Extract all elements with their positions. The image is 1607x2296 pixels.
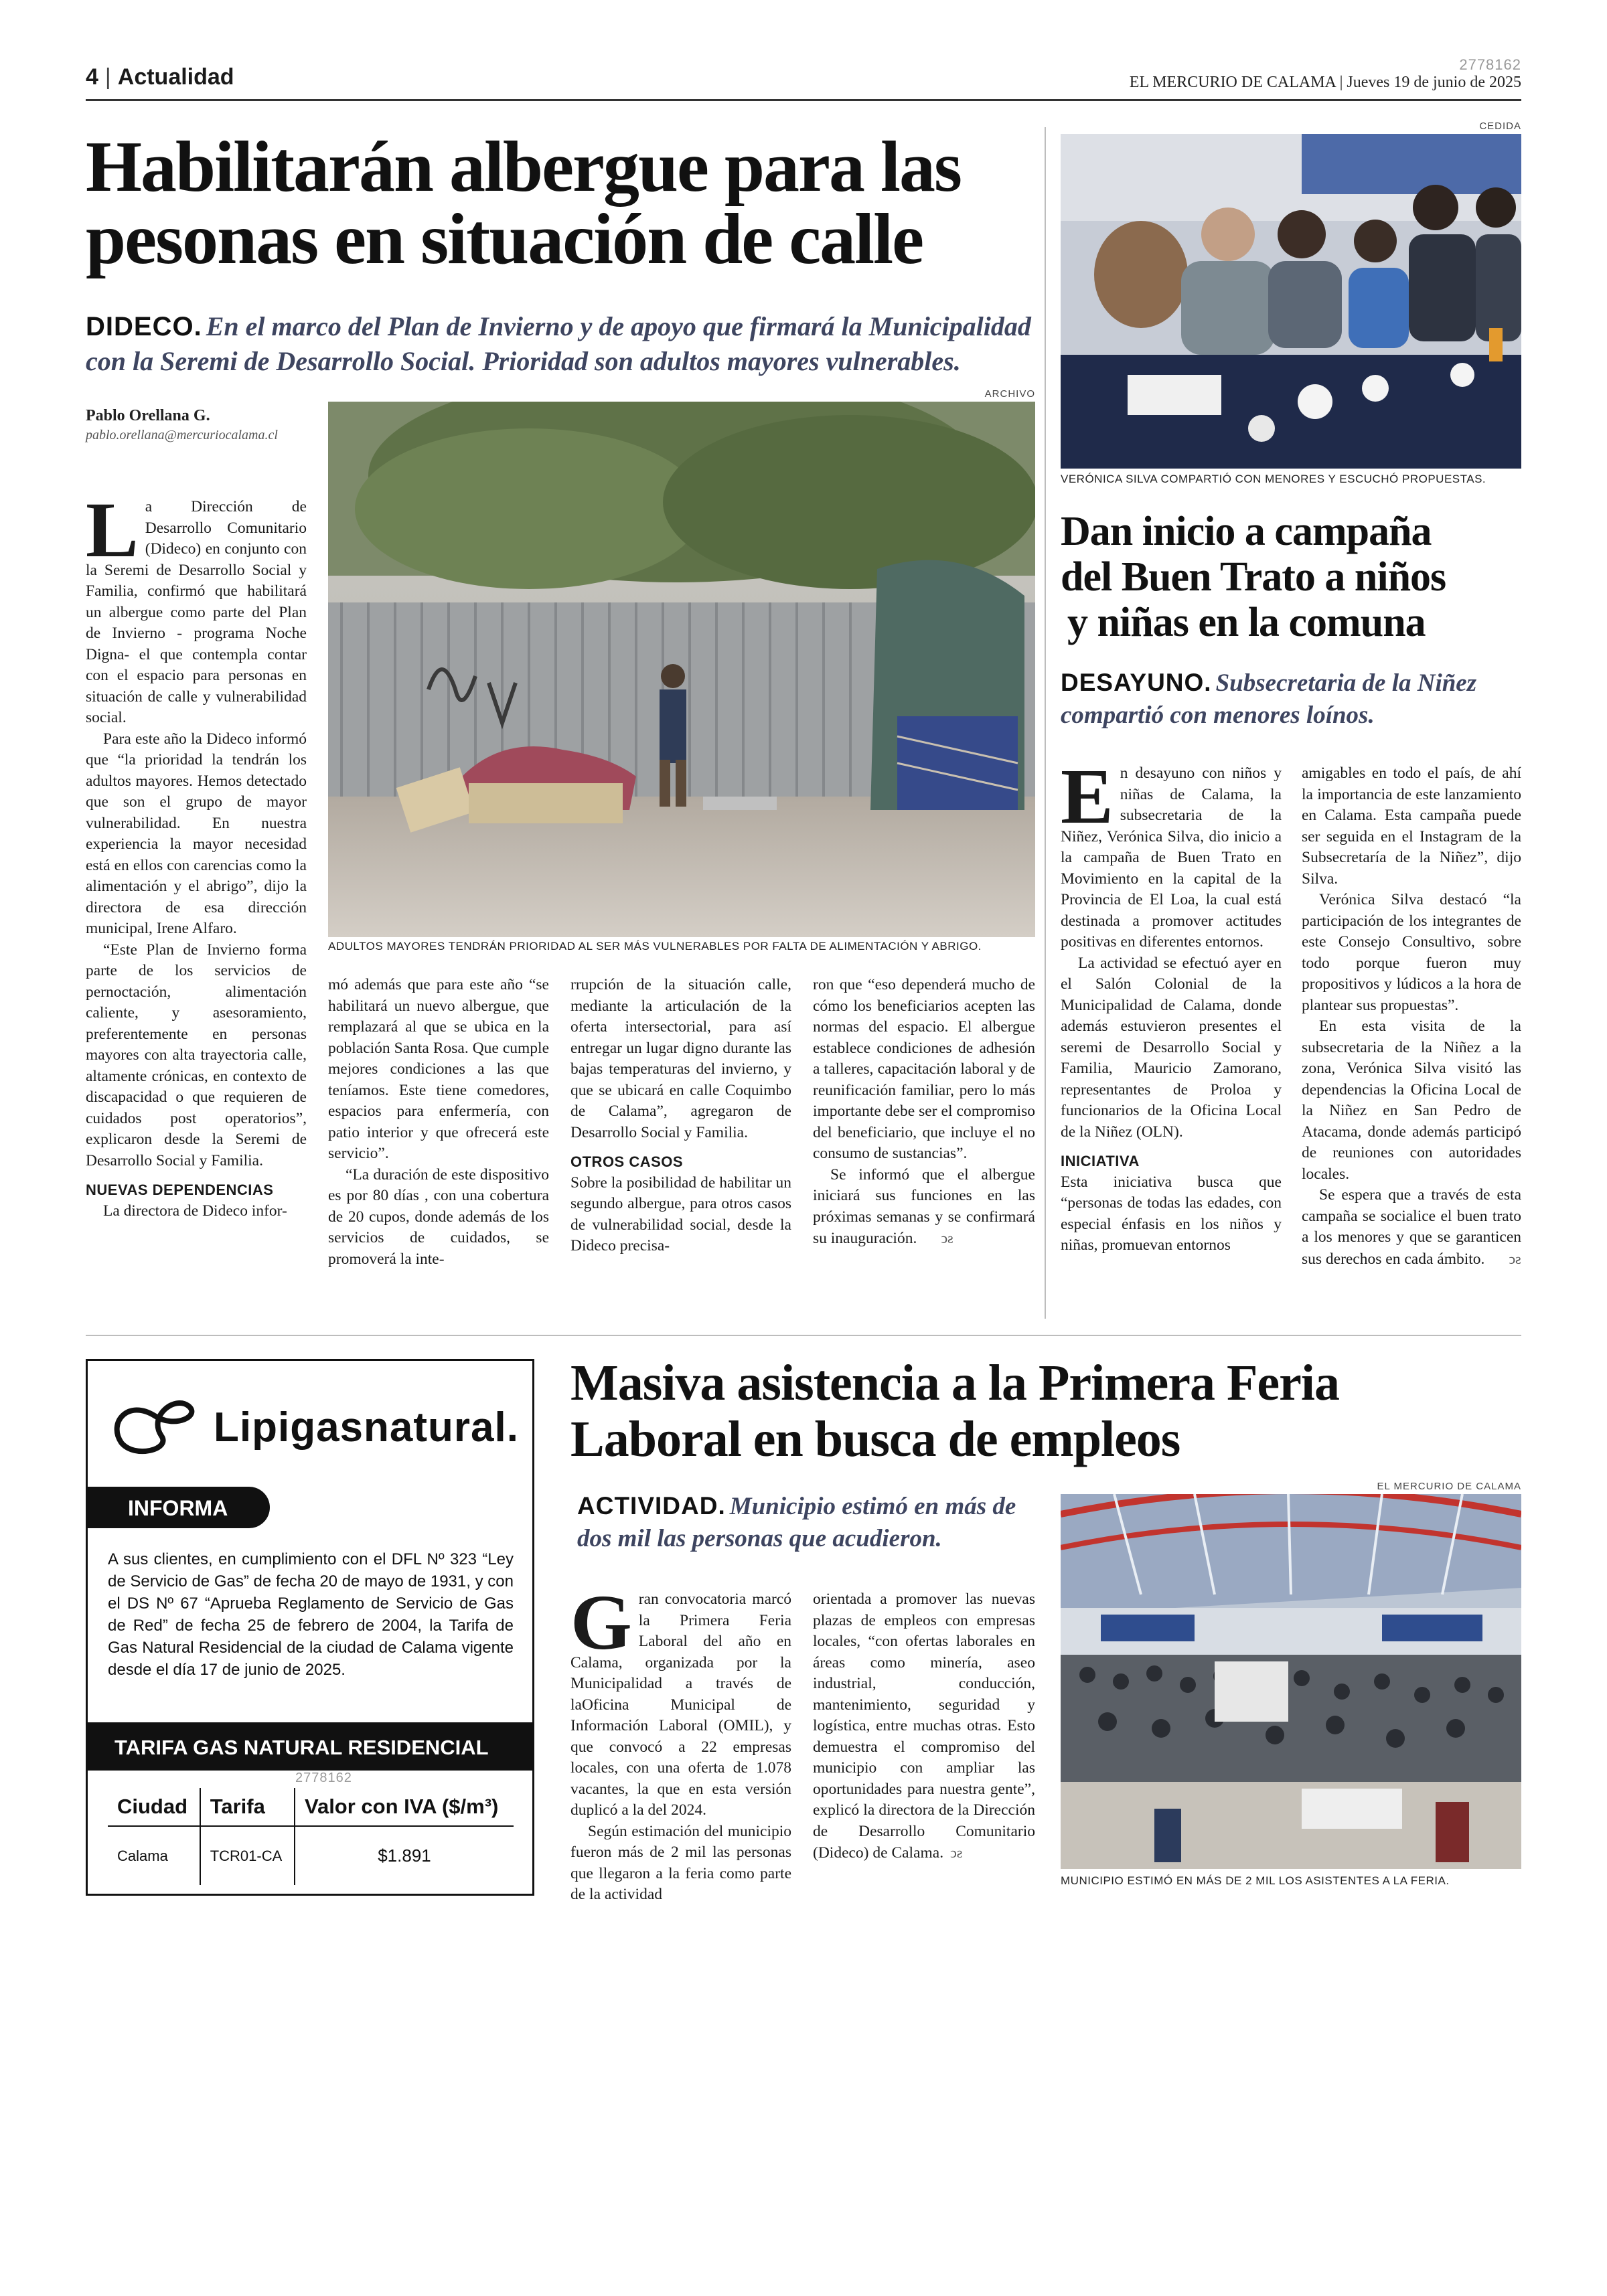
main-dek: DIDECO. En el marco del Plan de Invierno y de apoyo que firmará la Municipalidad con la Seremi de Desarrollo Social. Prioridad son adultos mayores vulnerables. [86, 311, 1031, 376]
feria-photo-credit: EL MERCURIO DE CALAMA [1377, 1481, 1521, 1492]
paragraph: Se informó que el albergue iniciará sus funciones en las próximas semanas y se confirmará su inauguración. ↄƨ [813, 1165, 1035, 1250]
paragraph: La directora de Dideco infor- [103, 1202, 287, 1220]
page-header-left: 4 | Actualidad [86, 64, 234, 90]
feria-column-1 [570, 1578, 791, 1906]
paragraph: La Dirección de Desarrollo Comunitario (Dideco) en conjunto con la Seremi de Desarrollo Social y Familia, confirmó que habilitará un albergue como parte del Plan de Invierno - programa Noche Digna- el que contempla contar con el espacio para personas en situación de calle y vulnerabilidad social. [86, 486, 307, 726]
main-photo-credit: ARCHIVO [984, 388, 1035, 400]
column-divider [1045, 127, 1046, 1319]
subhead-otros-casos: OTROS CASOS [570, 1153, 684, 1170]
job-fair-photo [1061, 1494, 1521, 1869]
table-cell-valor: $1.891 [295, 1826, 514, 1885]
buen-trato-photo-caption: VERÓNICA SILVA COMPARTIÓ CON MENORES Y ESCUCHÓ PROPUESTAS. [1061, 473, 1486, 485]
feria-photo-caption: MUNICIPIO ESTIMÓ EN MÁS DE 2 MIL LOS ASISTENTES A LA FERIA. [1061, 1874, 1450, 1887]
ad-tariff-band: TARIFA GAS NATURAL RESIDENCIAL [88, 1722, 532, 1771]
buen-trato-column-1 [1061, 752, 1282, 1256]
table-header-tarifa: Tarifa [200, 1788, 295, 1826]
street-shelter-photo [328, 402, 1035, 937]
buen-trato-kicker: DESAYUNO. [1061, 669, 1212, 696]
main-headline: Habilitarán albergue para las pesonas en situación de calle [86, 127, 962, 279]
paragraph: Sobre la posibilidad de habilitar un segundo albergue, para otros casos de vulnerabilidad social, desde la Dideco precisa- [570, 1173, 791, 1254]
end-of-article-mark: ↄƨ [950, 1844, 963, 1861]
buen-trato-column-2 [1302, 763, 1521, 1270]
main-kicker: DIDECO. [86, 312, 202, 341]
newspaper-name: EL MERCURIO DE CALAMA [1129, 74, 1336, 91]
buen-trato-headline: Dan inicio a campaña del Buen Trato a niños y niñas en la comuna [1061, 509, 1446, 645]
feria-dek: ACTIVIDAD. Municipio estimó en más de dos mil las personas que acudieron. [577, 1492, 1016, 1553]
feria-column-2 [813, 1589, 1035, 1864]
table-cell-tarifa: TCR01-CA [200, 1826, 295, 1885]
buen-trato-photo-credit: CEDIDA [1479, 120, 1521, 132]
ad-brand-name: Lipigasnatural. [214, 1404, 519, 1451]
paragraph: “La duración de este dispositivo es por 80 días , con una cobertura de 20 cupos, donde además de los servicios de cuidados, se promoverá la inte- [328, 1165, 549, 1268]
lipigas-tariff-ad [86, 1359, 534, 1896]
paragraph: Para este año la Dideco informó que “la prioridad la tendrán los adultos mayores. Hemos detectado que son el grupo de mayor vulnerabilidad. En nuestra experiencia la mayor necesidad está en ellos con carencias como la alimentación y el abrigo”, dijo la directora de esa dirección municipal, Irene Alfaro. [86, 730, 307, 937]
main-column-2 [328, 975, 549, 1270]
end-of-article-mark: ↄƨ [1509, 1250, 1521, 1267]
paragraph: La actividad se efectuó ayer en el Salón Colonial de la Municipalidad de Calama, donde además estuvieron presentes el seremi de Desarrollo Social y Familia, Mauricio Zamorano, representantes de Proloa y funcionarios de la Oficina Local de la Niñez (OLN). [1061, 954, 1282, 1141]
breakfast-meeting-photo [1061, 134, 1521, 469]
ad-id-code: 2778162 [295, 1771, 352, 1785]
main-column-3 [570, 975, 791, 1257]
lipigas-logo-icon [108, 1396, 202, 1459]
paragraph: mó además que para este año “se habilitará un nuevo albergue, que remplazará al que se ubica en la población Santa Rosa. Que cumple mejores condiciones a las que teníamos. Este tiene comedores, espacios para enfermería, con patio interior y que ofrecerá este servicio”. [328, 976, 549, 1162]
subhead-nuevas-dependencias: NUEVAS DEPENDENCIAS [86, 1181, 274, 1198]
paragraph: Se espera que a través de esta campaña se socialice el buen trato a los menores y que se garanticen sus derechos en cada ámbito. ↄƨ [1302, 1185, 1521, 1270]
paragraph: En desayuno con niños y niñas de Calama, la subsecretaria de la Niñez, Verónica Silva, dio inicio a la campaña de Buen Trato en Movimiento en la capital de la Provincia de El Loa, la cual está destinada a promover actitudes positivas en diferentes entornos. [1061, 752, 1282, 951]
paragraph: amigables en todo el país, de ahí la importancia de este lanzamiento en Calama. Esta campaña puede ser seguida en el Instagram de la Subsecretaría de la Niñez”, dijo Silva. [1302, 764, 1521, 888]
page-header-right: EL MERCURIO DE CALAMA | Jueves 19 de junio de 2025 [1129, 74, 1521, 91]
byline [86, 407, 278, 443]
feria-headline: Masiva asistencia a la Primera Feria Laboral en busca de empleos [570, 1355, 1340, 1467]
table-cell-ciudad: Calama [117, 1847, 168, 1864]
main-column-1 [86, 486, 307, 1327]
paragraph: “Este Plan de Invierno forma parte de los servicios de pernoctación, alimentación caliente, y asesoramiento, preferentemente en personas mayores con alta trayectoria calle, altamente crónicas, en contexto de discapacidad o que requieren de cuidados post operatorios”, explicaron desde la Seremi de Desarrollo Social y Familia. [86, 940, 307, 1169]
table-header-ciudad: Ciudad [108, 1788, 200, 1826]
buen-trato-dek: DESAYUNO. Subsecretaria de la Niñez compartió con menores loínos. [1061, 669, 1477, 730]
table-header-row [108, 1788, 514, 1826]
subhead-iniciativa: INICIATIVA [1061, 1153, 1140, 1169]
ad-body-text: A sus clientes, en cumplimiento con el DFL Nº 323 “Ley de Servicio de Gas” de fecha 20 de mayo de 1931, y con el DS Nº 67 “Aprueba Reglamento de Servicio de Gas de Red” de fecha 25 de febrero de 2004, la Tarifa de Gas Natural Residencial de la ciudad de Calama vigente desde el día 17 de junio de 2025. [108, 1550, 514, 1679]
paragraph: Gran convocatoria marcó la Primera Feria Laboral del año en Calama, organizada por la Municipalidad a través de laOficina Municipal de Información Laboral (OMIL), y que convocó a 22 empresas locales, con una oferta de 1.078 vacantes, la que en esta versión duplicó a la del 2024. [570, 1578, 791, 1819]
ad-tariff-table [108, 1788, 514, 1885]
paragraph: En esta visita de la subsecretaria de la Niñez a la zona, Verónica Silva visitó las dependencias la Oficina Local de la Niñez en San Pedro de Atacama, donde además participó de reuniones con autoridades locales. [1302, 1017, 1521, 1183]
paragraph: ron que “eso dependerá mucho de cómo los beneficiarios acepten las normas del espacio. El albergue establece condiciones de adhesión a talleres, capacitación laboral y de reunificación familiar, pero lo más importante debe ser el compromiso del beneficiario, que incluye el no consumo de sustancias”. [813, 976, 1035, 1162]
paragraph: Según estimación del municipio fueron más de 2 mil las personas que llegaron a la feria como parte de la actividad [570, 1822, 791, 1903]
issue-date: Jueves 19 de junio de 2025 [1347, 74, 1521, 91]
author-name: Pablo Orellana G. [86, 407, 210, 424]
table-row [108, 1826, 514, 1885]
author-email[interactable]: pablo.orellana@mercuriocalama.cl [86, 428, 278, 442]
paragraph: Esta iniciativa busca que “personas de todas las edades, con especial énfasis en los niños y niñas, promuevan entornos [1061, 1173, 1282, 1254]
ad-informa-badge: INFORMA [88, 1487, 270, 1528]
section-name: Actualidad [117, 64, 234, 90]
page-number: 4 [86, 64, 98, 90]
feria-kicker: ACTIVIDAD. [577, 1492, 726, 1520]
header-id-code: 2778162 [1459, 56, 1521, 73]
ad-brand [108, 1396, 519, 1459]
paragraph: rrupción de la situación calle, mediante la articulación de la oferta intersectorial, para así entregar un lugar digno durante las bajas temperaturas del invierno, y que se ubicará en calle Coquimbo de Calama”, agregaron de Desarrollo Social y Familia. [570, 976, 791, 1141]
paragraph: orientada a promover las nuevas plazas de empleos con empresas locales, “con ofertas laborales en áreas como minería, aseo industrial, conducción, mantenimiento, seguridad y logística, entre muchas otras. Esto demuestra el compromiso del municipio con ampliar las oportunidades para nuestra gente”, explicó la directora de la Dirección de Desarrollo Comunitario (Dideco) de Calama. ↄƨ [813, 1589, 1035, 1864]
section-rule [86, 1335, 1521, 1336]
main-photo-caption: ADULTOS MAYORES TENDRÁN PRIORIDAD AL SER MÁS VULNERABLES POR FALTA DE ALIMENTACIÓN Y ABRIGO. [328, 940, 982, 953]
paragraph: Verónica Silva destacó “la participación de los integrantes de este Consejo Consultivo, sobre todo porque fueron muy propositivos y lúdicos a la hora de plantear sus propuestas”. [1302, 891, 1521, 1014]
main-column-4 [813, 975, 1035, 1250]
header-rule [86, 99, 1521, 101]
end-of-article-mark: ↄƨ [941, 1230, 953, 1246]
table-header-valor: Valor con IVA ($/m³) [295, 1788, 514, 1826]
